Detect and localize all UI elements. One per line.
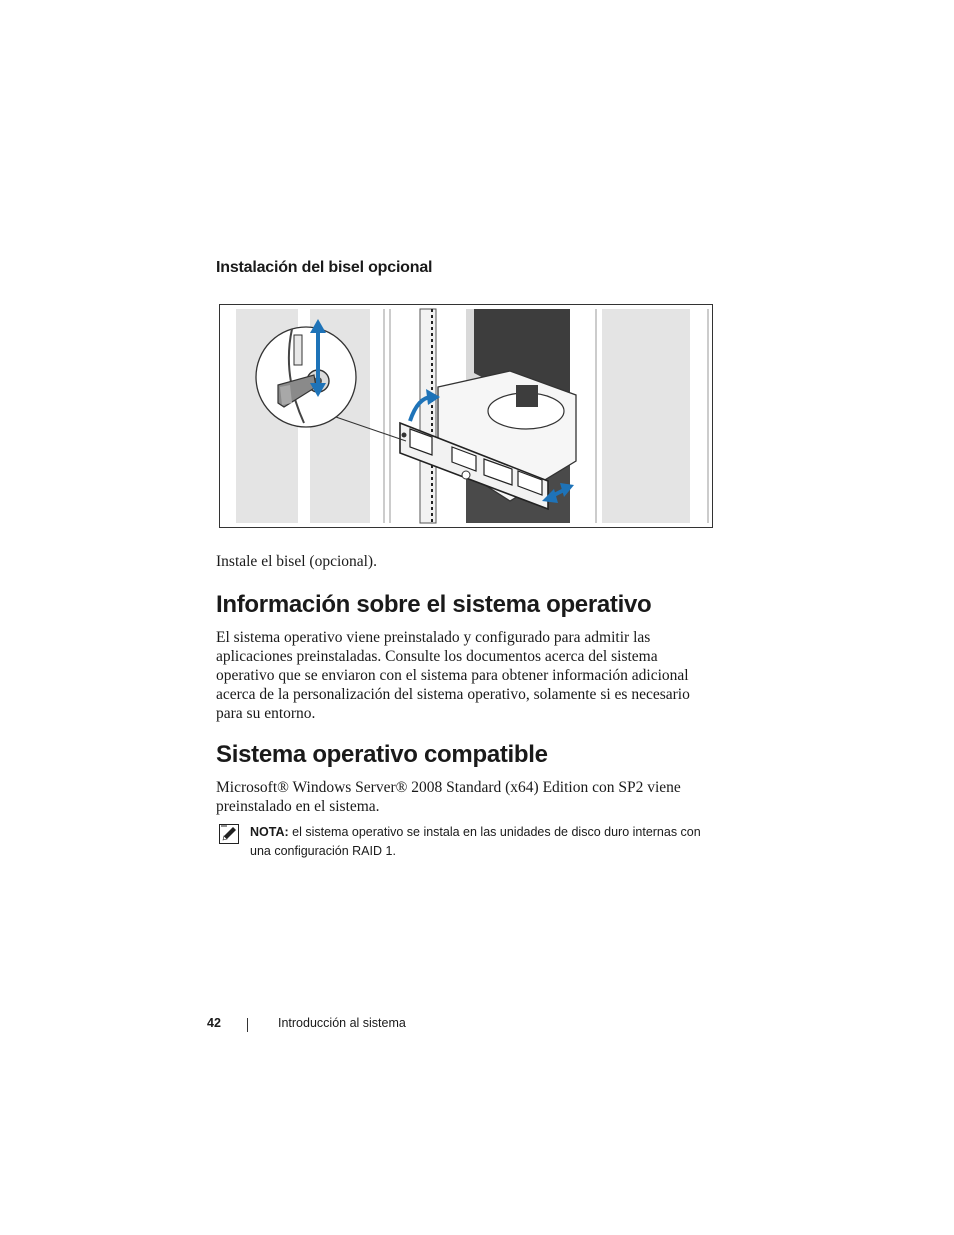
os-info-paragraph: El sistema operativo viene preinstalado y configurado para admitir las aplicaciones preinstaladas. Consulte los documentos acerca del sistema operativo que se enviaron con el sistema para obtener información adicional acerca de la personalización del sistema operativo, solamente si es necesario para su entorno. xyxy=(216,629,690,722)
figure-caption: Instale el bisel (opcional). xyxy=(216,553,377,570)
bezel-installation-illustration xyxy=(220,305,712,527)
footer-separator xyxy=(247,1018,248,1032)
os-info-heading: Información sobre el sistema operativo xyxy=(216,591,652,618)
pencil-note-icon xyxy=(219,824,239,844)
chapter-title: Introducción al sistema xyxy=(278,1016,406,1030)
os-supported-paragraph: Microsoft® Windows Server® 2008 Standard (x64) Edition con SP2 viene preinstalado en el sistema. xyxy=(216,779,681,815)
bezel-installation-figure xyxy=(219,304,713,528)
note-text: el sistema operativo se instala en las unidades de disco duro internas con una configuración RAID 1. xyxy=(250,825,701,858)
note-label: NOTA: xyxy=(250,825,289,839)
figure-subheading: Instalación del bisel opcional xyxy=(216,259,433,276)
os-supported-heading: Sistema operativo compatible xyxy=(216,741,548,768)
page-number: 42 xyxy=(207,1016,221,1030)
